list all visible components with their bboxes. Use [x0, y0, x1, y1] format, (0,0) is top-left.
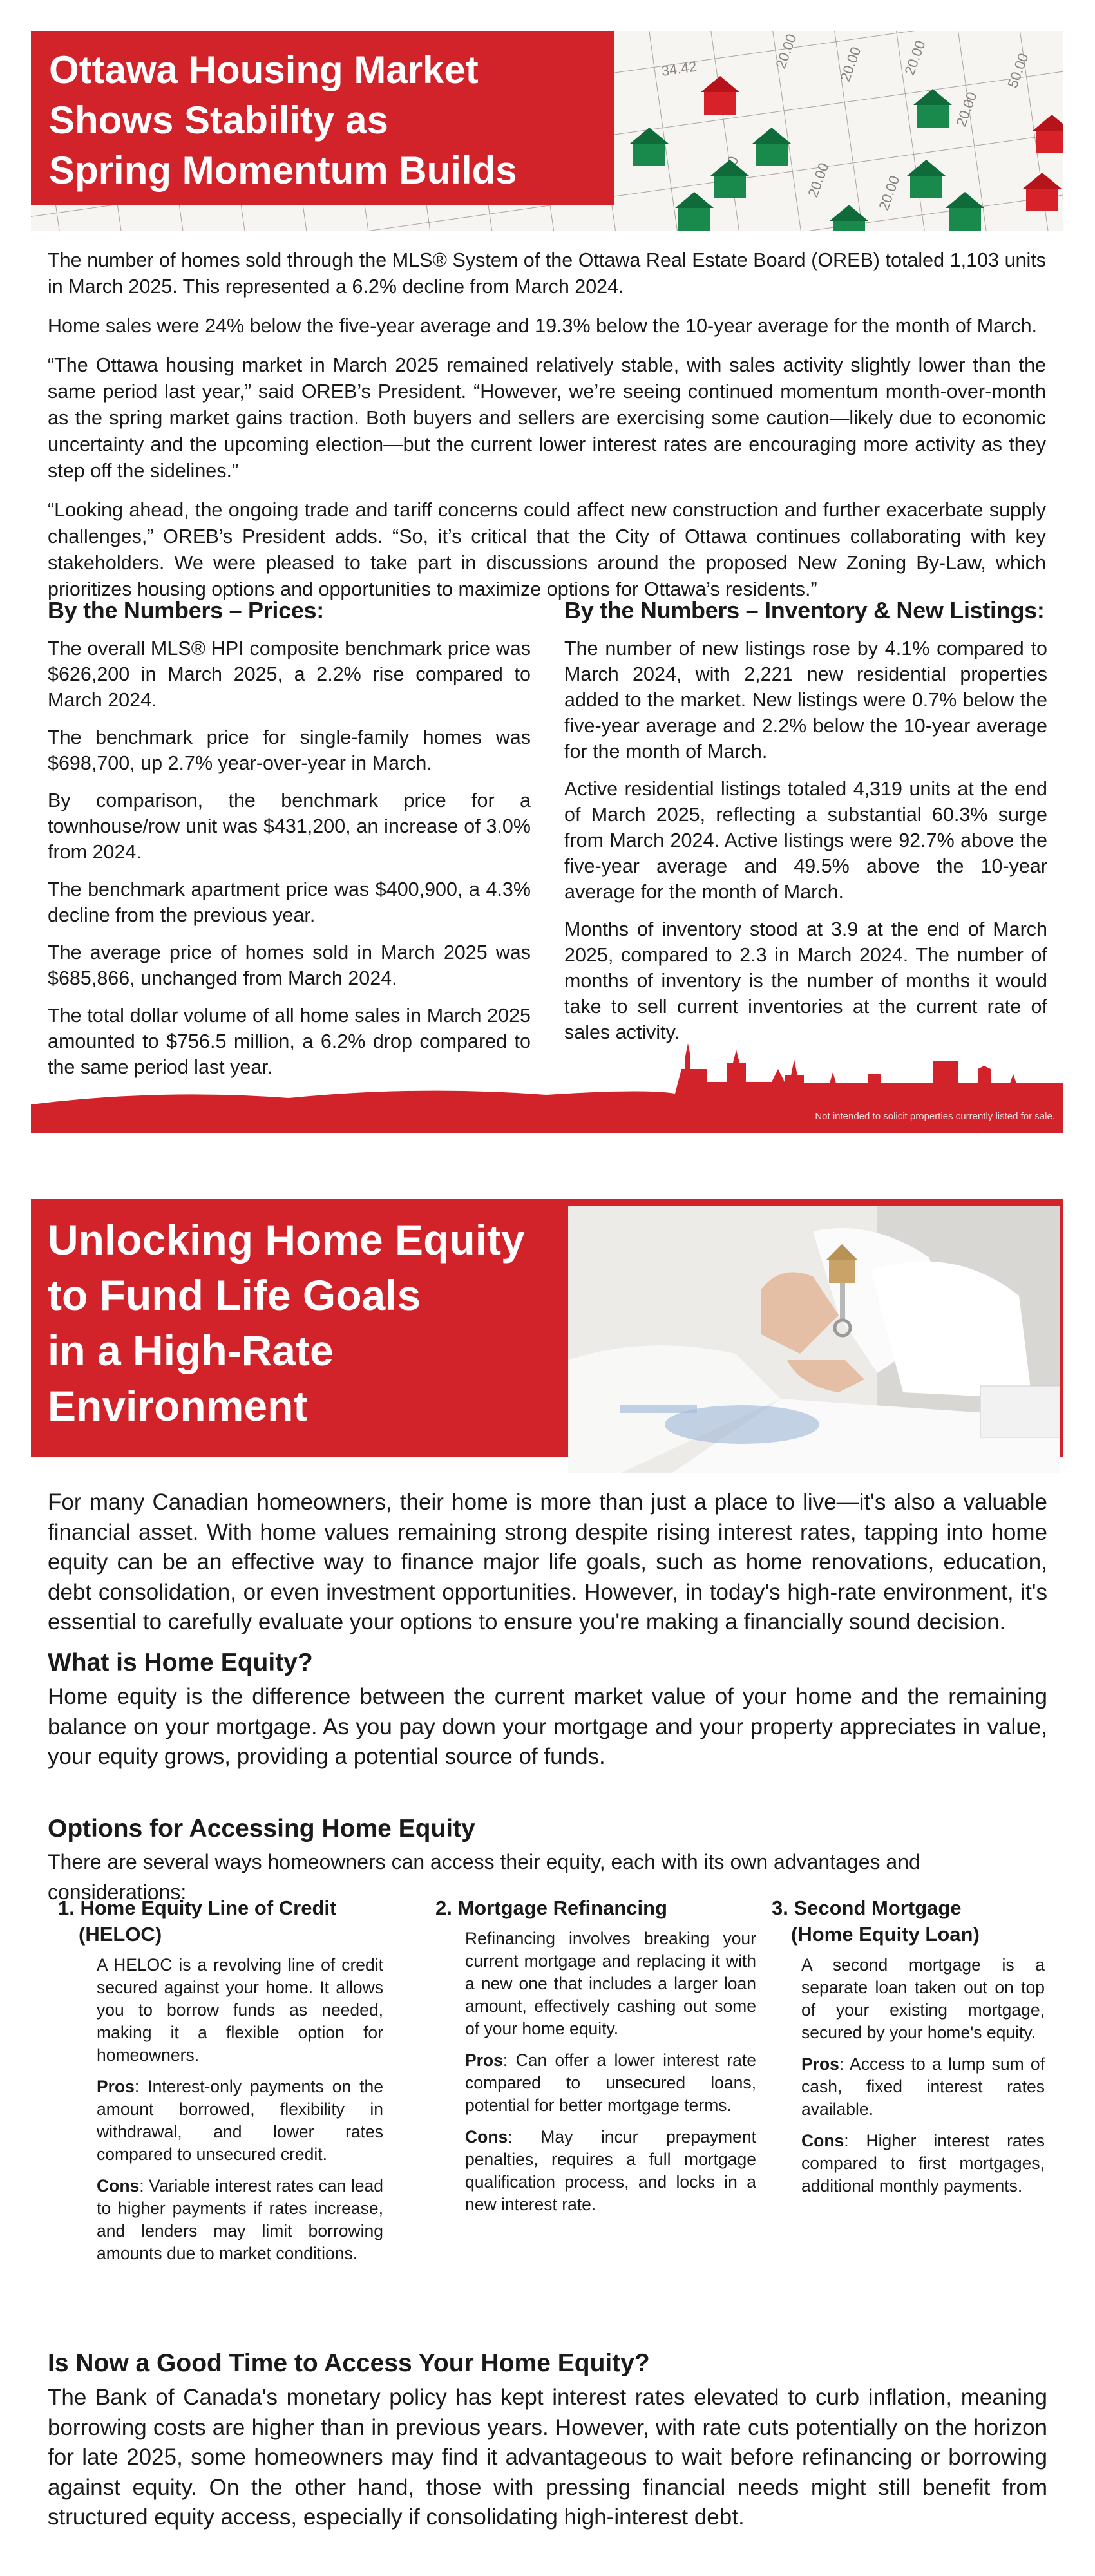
intro-paragraph: Home sales were 24% below the five-year average and 19.3% below the 10-year average for the month of March. [48, 315, 1038, 337]
option-pros: Pros: Access to a lump sum of cash, fixed interest rates available. [801, 2054, 1045, 2119]
good-time-paragraph: The Bank of Canada's monetary policy has kept interest rates elevated to curb inflation, meaning borrowing costs are higher than in previous years. However, with rate cuts potentially on the horizon for late 2025, some homeowners may find it advantageous to wait before refinancing or borrowing against equity. On the other hand, those with pressing financial needs might still benefit from structured equity access, especially if consolidating high-interest debt. [48, 2385, 1047, 2530]
option-subtitle: (Home Equity Loan) [791, 1923, 980, 1946]
prices-paragraph: The average price of homes sold in March 2025 was $685,866, unchanged from March 2024. [48, 942, 531, 989]
prices-paragraph: The overall MLS® HPI composite benchmark price was $626,200 in March 2025, a 2.2% rise compared to March 2024. [48, 638, 531, 711]
inventory-paragraph: Active residential listings totaled 4,319 units at the end of March 2025, reflecting a substantial 60.3% surge from March 2024. Active listings were 92.7% above the five-year average and 49.5% above the 10-year average for the month of March. [564, 778, 1047, 903]
good-time-heading: Is Now a Good Time to Access Your Home Equity? [48, 2349, 650, 2377]
prices-paragraph: The benchmark price for single-family homes was $698,700, up 2.7% year-over-year in March. [48, 726, 531, 774]
home-equity-body [48, 1488, 1047, 1638]
svg-text:20.00: 20.00 [875, 173, 903, 213]
intro-paragraph: The number of homes sold through the MLS® System of the Ottawa Real Estate Board (OREB) totaled 1,103 units in March 2025. This represented a 6.2% decline from March 2024. [48, 249, 1046, 298]
good-time-section [48, 2349, 1047, 2533]
option-title: 2. Mortgage Refinancing [435, 1897, 667, 1919]
option-pros: Pros: Interest-only payments on the amount borrowed, flexibility in withdrawal, and lower rates compared to unsecured credit. [97, 2077, 383, 2164]
option-description: A HELOC is a revolving line of credit secured against your home. It allows you to borrow funds as needed, making it a flexible option for homeowners. [97, 1955, 383, 2065]
intro-paragraph: “The Ottawa housing market in March 2025 remained relatively stable, with sales activity slightly lower than the same period last year,” said OREB’s President. “However, we’re seeing continued momentum month-over-month as the spring market gains traction. Both buyers and sellers are exercising some caution—likely due to economic uncertainty and the upcoming election—but the current lower interest rates are encouraging more activity as they step off the sidelines.” [48, 354, 1046, 482]
inventory-paragraph: The number of new listings rose by 4.1% compared to March 2024, with 2,221 new residential properties added to the market. New listings were 0.7% below the five-year average and 2.2% below the 10-year average for the month of March. [564, 638, 1047, 762]
prices-column [48, 597, 531, 1092]
prices-paragraph: The total dollar volume of all home sales in March 2025 amounted to $756.5 million, a 6.2% drop compared to the same period last year. [48, 1005, 531, 1078]
option-description: A second mortgage is a separate loan taken out on top of your existing mortgage, secured by your home's equity. [801, 1955, 1045, 2042]
svg-text:20.00: 20.00 [953, 90, 980, 129]
inventory-column [564, 597, 1047, 1057]
svg-text:20.00: 20.00 [805, 160, 832, 200]
what-paragraph: Home equity is the difference between the current market value of your home and the remaining balance on your mortgage. As you pay down your mortgage and your property appreciates in value, your equity grows, providing a potential source of funds. [48, 1684, 1047, 1769]
option-second-mortgage [772, 1895, 1055, 2206]
housing-market-title-banner [31, 31, 614, 205]
svg-text:20.00: 20.00 [901, 38, 929, 77]
option-cons: Cons: Higher interest rates compared to first mortgages, additional monthly payments. [801, 2131, 1045, 2195]
intro-paragraph: For many Canadian homeowners, their home is more than just a place to live—it's also a valuable financial asset. With home values remaining strong despite rising interest rates, tapping into home equity can be an effective way to finance major life goals, such as home renovations, education, debt consolidation, or even investment opportunities. However, in today's high-rate environment, it's essential to carefully evaluate your options to ensure you're making a financially sound decision. [48, 1490, 1047, 1634]
option-refinancing [435, 1895, 770, 2225]
hand-holding-keys-photo [568, 1206, 1060, 1473]
prices-heading: By the Numbers – Prices: [48, 597, 324, 623]
svg-text:34.42: 34.42 [660, 58, 698, 79]
inventory-paragraph: Months of inventory stood at 3.9 at the end of March 2025, compared to 2.3 in March 2024. The number of months of inventory is the number of months it would take to sell current inventories at the current rate of sales activity. [564, 918, 1047, 1043]
prices-paragraph: By comparison, the benchmark price for a townhouse/row unit was $431,200, an increase of 3.0% from 2024. [48, 790, 531, 863]
svg-text:20.00: 20.00 [837, 44, 864, 84]
housing-market-title: Ottawa Housing Market Shows Stability as Spring Momentum Builds [49, 48, 517, 192]
option-subtitle: (HELOC) [79, 1923, 162, 1946]
option-title: 1. Home Equity Line of Credit [58, 1897, 337, 1919]
housing-market-intro [48, 247, 1046, 616]
options-intro: There are several ways homeowners can access their equity, each with its own advantages and considerations: [48, 1850, 920, 1904]
option-description: Refinancing involves breaking your current mortgage and replacing it with a new one that includes a larger loan amount, effectively cashing out some of your home equity. [465, 1929, 756, 2038]
option-title: 3. Second Mortgage [772, 1897, 962, 1919]
option-heloc [58, 1895, 393, 2274]
option-pros: Pros: Can offer a lower interest rate compared to unsecured loans, potential for better mortgage terms. [465, 2050, 756, 2115]
option-cons: Cons: May incur prepayment penalties, requires a full mortgage qualification process, and locks in a new interest rate. [465, 2127, 756, 2214]
what-is-home-equity [48, 1649, 1047, 1772]
prices-paragraph: The benchmark apartment price was $400,900, a 4.3% decline from the previous year. [48, 878, 531, 926]
ottawa-skyline-footer [31, 1043, 1063, 1133]
what-heading: What is Home Equity? [48, 1649, 313, 1676]
intro-paragraph: “Looking ahead, the ongoing trade and tariff concerns could affect new construction and further exacerbate supply challenges,” OREB’s President adds. “So, it’s critical that the City of Ottawa continues collaborating with key stakeholders. We were pleased to take part in discussions around the proposed New Zoning By-Law, which prioritizes housing options and opportunities to maximize options for Ottawa’s residents.” [48, 499, 1046, 600]
disclaimer-text: Not intended to solicit properties currently listed for sale. [815, 1111, 1055, 1122]
home-equity-title: Unlocking Home Equity to Fund Life Goals in a High-Rate Environment [48, 1216, 525, 1430]
options-heading: Options for Accessing Home Equity [48, 1815, 475, 1842]
svg-text:50.00: 50.00 [1004, 51, 1032, 90]
inventory-heading: By the Numbers – Inventory & New Listings: [564, 597, 1045, 623]
svg-text:20.00: 20.00 [772, 32, 800, 71]
keys-photo-illustration [568, 1206, 1060, 1473]
options-section [48, 1815, 1047, 1908]
option-cons: Cons: Variable interest rates can lead to higher payments if rates increase, and lenders may limit borrowing amounts due to market conditions. [97, 2176, 383, 2263]
